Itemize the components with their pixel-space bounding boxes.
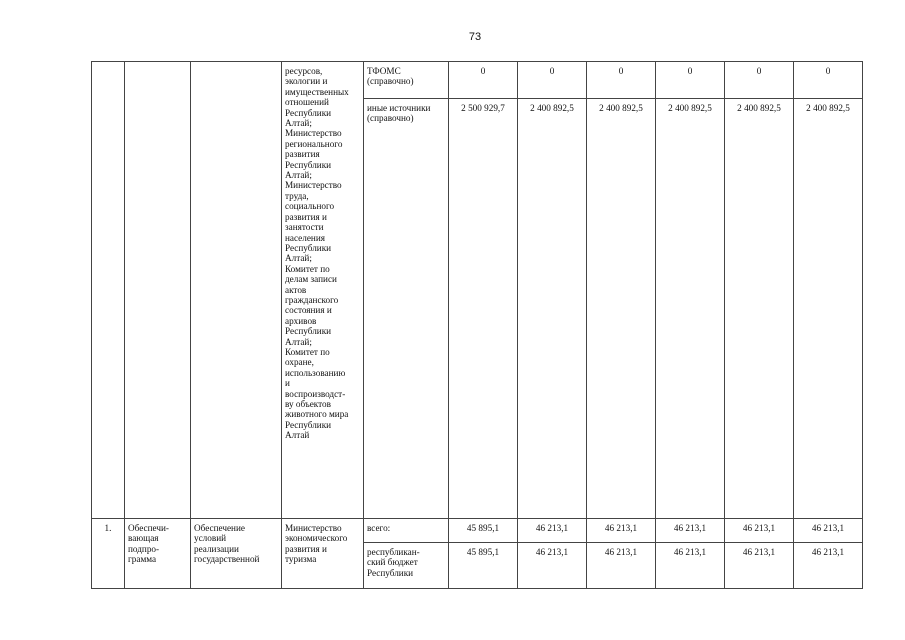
value-cell: 46 213,1 xyxy=(518,519,587,543)
value-cell: 46 213,1 xyxy=(518,543,587,589)
value-cell: 0 xyxy=(725,62,794,99)
value-cell: 46 213,1 xyxy=(656,543,725,589)
table-row xyxy=(92,62,863,99)
value-cell: 46 213,1 xyxy=(587,519,656,543)
row-number-cell xyxy=(92,62,125,519)
funding-source-cell: иные источники (справочно) xyxy=(364,99,449,519)
value-cell: 45 895,1 xyxy=(449,543,518,589)
value-cell: 45 895,1 xyxy=(449,519,518,543)
row-number-cell: 1. xyxy=(92,519,125,589)
table-row xyxy=(92,519,863,543)
page-number: 73 xyxy=(468,31,482,43)
value-cell: 2 400 892,5 xyxy=(725,99,794,519)
funding-source-cell: ТФОМС (справочно) xyxy=(364,62,449,99)
value-cell: 0 xyxy=(587,62,656,99)
value-cell: 46 213,1 xyxy=(656,519,725,543)
value-cell: 0 xyxy=(449,62,518,99)
value-cell: 2 400 892,5 xyxy=(518,99,587,519)
program-name-cell: Обеспечи- вающая подпро- грамма xyxy=(125,519,191,589)
value-cell: 2 500 929,7 xyxy=(449,99,518,519)
value-cell: 46 213,1 xyxy=(794,543,863,589)
value-cell: 2 400 892,5 xyxy=(587,99,656,519)
goal-cell: Обеспечение условий реализации государственной xyxy=(191,519,282,589)
value-cell: 2 400 892,5 xyxy=(656,99,725,519)
value-cell: 0 xyxy=(794,62,863,99)
value-cell: 46 213,1 xyxy=(794,519,863,543)
funding-source-cell: всего: xyxy=(364,519,449,543)
budget-table xyxy=(91,61,863,589)
value-cell: 0 xyxy=(518,62,587,99)
executors-cell: Министерство экономического развития и туризма xyxy=(282,519,364,589)
value-cell: 0 xyxy=(656,62,725,99)
value-cell: 46 213,1 xyxy=(587,543,656,589)
program-name-cell xyxy=(125,62,191,519)
executors-cell: ресурсов, экологии и имущественных отношений Республики Алтай; Министерство регионального развития Республики Алтай; Министерство труда, социального развития и занятости населения Республики Алтай; Комитет по делам записи актов гражданского состояния и архивов Республики Алтай; Комитет по охране, использованию и воспроизводст- ву объектов животного мира Республики Алтай xyxy=(282,62,364,519)
value-cell: 2 400 892,5 xyxy=(794,99,863,519)
funding-source-cell: республикан- ский бюджет Республики xyxy=(364,543,449,589)
goal-cell xyxy=(191,62,282,519)
value-cell: 46 213,1 xyxy=(725,519,794,543)
value-cell: 46 213,1 xyxy=(725,543,794,589)
